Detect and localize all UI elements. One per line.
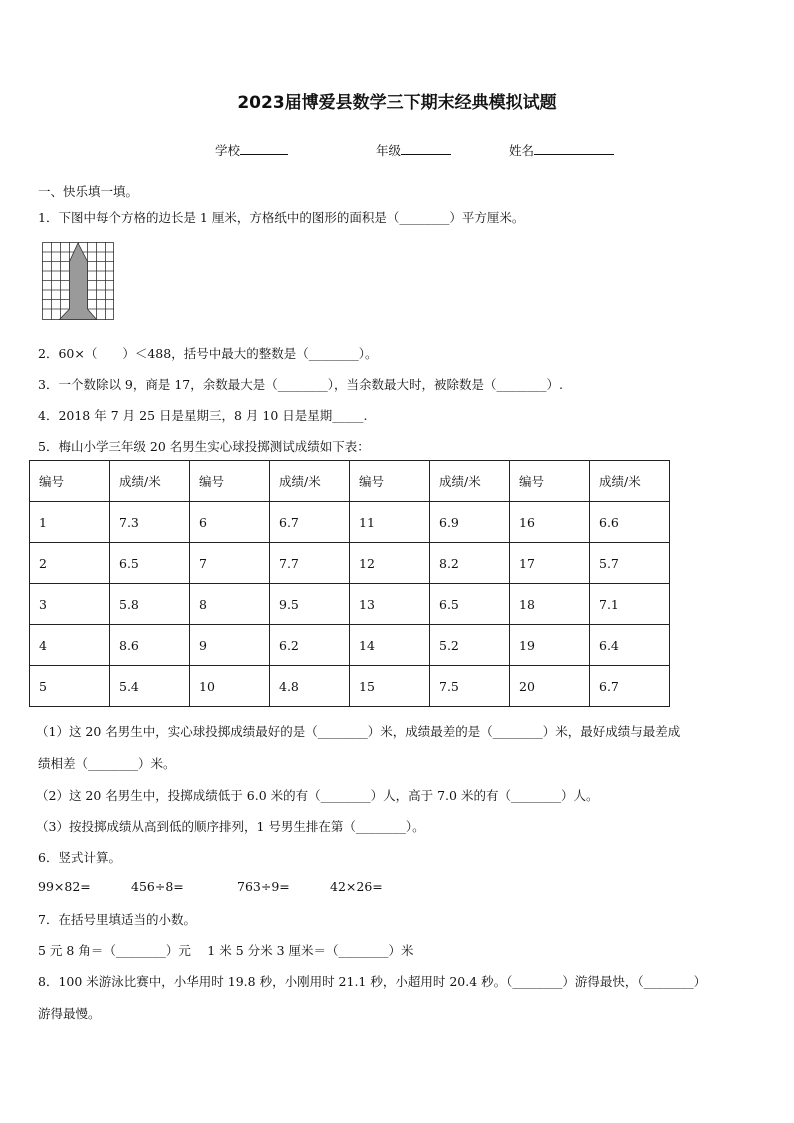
calc-item-1: 99×82= bbox=[38, 879, 91, 894]
page-title: 2023届博爱县数学三下期末经典模拟试题 bbox=[237, 93, 557, 113]
table-cell: 6.4 bbox=[590, 625, 670, 666]
table-cell: 9 bbox=[190, 625, 270, 666]
calc-item-4: 42×26= bbox=[330, 879, 383, 894]
table-cell: 6.2 bbox=[270, 625, 350, 666]
table-cell: 7.5 bbox=[430, 666, 510, 707]
grade-field bbox=[376, 141, 451, 159]
calc-item-3: 763÷9= bbox=[237, 879, 290, 894]
table-cell: 3 bbox=[30, 584, 110, 625]
table-cell: 5.2 bbox=[430, 625, 510, 666]
question-4: 4．2018 年 7 月 25 日是星期三，8 月 10 日是星期_____. bbox=[38, 408, 368, 423]
school-field bbox=[215, 141, 288, 159]
table-cell: 7.3 bbox=[110, 502, 190, 543]
table-cell: 13 bbox=[350, 584, 430, 625]
question-7: 7．在括号里填适当的小数。 bbox=[38, 912, 196, 927]
name-blank bbox=[534, 142, 614, 155]
table-cell: 10 bbox=[190, 666, 270, 707]
name-field bbox=[509, 141, 614, 159]
table-cell: 7.7 bbox=[270, 543, 350, 584]
grade-label: 年级 bbox=[376, 143, 402, 158]
table-cell: 6.9 bbox=[430, 502, 510, 543]
question-5-3: （3）按投掷成绩从高到低的顺序排列，1 号男生排在第（________）。 bbox=[36, 819, 425, 834]
table-cell: 18 bbox=[510, 584, 590, 625]
grid-shape-figure bbox=[42, 242, 114, 320]
table-row bbox=[30, 625, 670, 666]
table-cell: 6.5 bbox=[110, 543, 190, 584]
table-cell: 4 bbox=[30, 625, 110, 666]
table-cell: 20 bbox=[510, 666, 590, 707]
question-5-1a: （1）这 20 名男生中，实心球投掷成绩最好的是（________）米，成绩最差的是（________）米，最好成绩与最差成 bbox=[36, 724, 681, 739]
question-1: 1．下图中每个方格的边长是 1 厘米，方格纸中的图形的面积是（________）平方厘米。 bbox=[38, 210, 525, 225]
table-cell: 8 bbox=[190, 584, 270, 625]
table-cell: 6.6 bbox=[590, 502, 670, 543]
table-cell: 19 bbox=[510, 625, 590, 666]
question-3: 3．一个数除以 9，商是 17，余数最大是（________），当余数最大时，被除数是（________）. bbox=[38, 377, 563, 392]
table-cell: 5.8 bbox=[110, 584, 190, 625]
table-cell: 14 bbox=[350, 625, 430, 666]
question-7-line: 5 元 8 角＝（________）元 1 米 5 分米 3 厘米＝（________）米 bbox=[38, 943, 414, 958]
table-row bbox=[30, 502, 670, 543]
question-5-1b: 绩相差（________）米。 bbox=[38, 756, 176, 771]
table-cell: 4.8 bbox=[270, 666, 350, 707]
question-5-2: （2）这 20 名男生中，投掷成绩低于 6.0 米的有（________）人，高于 7.0 米的有（________）人。 bbox=[36, 788, 599, 803]
question-2: 2．60×（ ）＜488，括号中最大的整数是（________）。 bbox=[38, 346, 378, 361]
table-cell: 1 bbox=[30, 502, 110, 543]
table-cell: 2 bbox=[30, 543, 110, 584]
school-blank bbox=[240, 142, 288, 155]
table-cell: 6.5 bbox=[430, 584, 510, 625]
table-header-cell: 成绩/米 bbox=[430, 461, 510, 502]
table-cell: 11 bbox=[350, 502, 430, 543]
table-cell: 6.7 bbox=[590, 666, 670, 707]
table-cell: 8.2 bbox=[430, 543, 510, 584]
table-header-cell: 成绩/米 bbox=[110, 461, 190, 502]
score-table bbox=[29, 460, 670, 707]
table-cell: 8.6 bbox=[110, 625, 190, 666]
table-cell: 16 bbox=[510, 502, 590, 543]
grade-blank bbox=[401, 142, 451, 155]
table-header-row bbox=[30, 461, 670, 502]
table-header-cell: 编号 bbox=[510, 461, 590, 502]
section-heading: 一、快乐填一填。 bbox=[38, 184, 139, 199]
table-cell: 5 bbox=[30, 666, 110, 707]
table-cell: 15 bbox=[350, 666, 430, 707]
school-label: 学校 bbox=[215, 143, 241, 158]
table-header-cell: 成绩/米 bbox=[270, 461, 350, 502]
name-label: 姓名 bbox=[509, 143, 535, 158]
table-cell: 17 bbox=[510, 543, 590, 584]
table-cell: 7.1 bbox=[590, 584, 670, 625]
table-cell: 6 bbox=[190, 502, 270, 543]
table-cell: 5.7 bbox=[590, 543, 670, 584]
question-8b: 游得最慢。 bbox=[38, 1006, 101, 1021]
table-row bbox=[30, 666, 670, 707]
table-cell: 5.4 bbox=[110, 666, 190, 707]
question-5: 5．梅山小学三年级 20 名男生实心球投掷测试成绩如下表： bbox=[38, 439, 370, 454]
table-header-cell: 编号 bbox=[30, 461, 110, 502]
question-6: 6．竖式计算。 bbox=[38, 850, 121, 865]
table-cell: 12 bbox=[350, 543, 430, 584]
table-header-cell: 编号 bbox=[190, 461, 270, 502]
table-cell: 7 bbox=[190, 543, 270, 584]
table-header-cell: 编号 bbox=[350, 461, 430, 502]
table-header-cell: 成绩/米 bbox=[590, 461, 670, 502]
table-row bbox=[30, 543, 670, 584]
question-8a: 8．100 米游泳比赛中，小华用时 19.8 秒，小刚用时 21.1 秒，小超用时 20.4 秒。（________）游得最快，（________） bbox=[38, 974, 707, 989]
table-cell: 6.7 bbox=[270, 502, 350, 543]
table-cell: 9.5 bbox=[270, 584, 350, 625]
calc-item-2: 456÷8= bbox=[131, 879, 184, 894]
table-row bbox=[30, 584, 670, 625]
